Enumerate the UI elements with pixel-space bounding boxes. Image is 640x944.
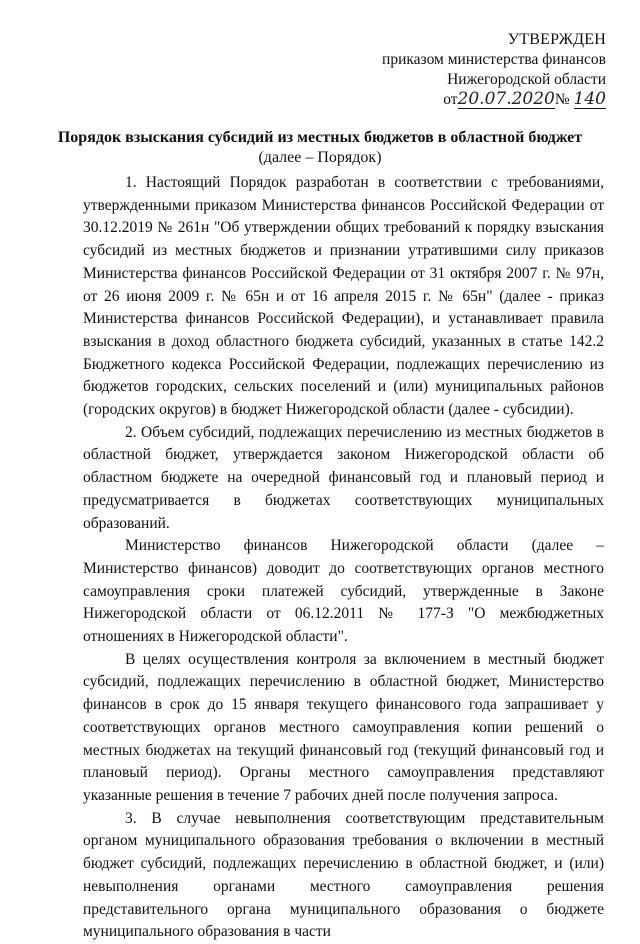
paragraph-1: 1. Настоящий Порядок разработан в соответствии с требованиями, утвержденными приказом Министерства финансов Российской Федерации от 30.12.2019 № 261н "Об утверждении общих требований к порядку взыскания субсидий из местных бюджетов и признании утратившими силу приказов Министерства финансов Российской Федерации от 31 октября 2007 г. № 97н, от 26 июня 2009 г. № 65н и от 16 апреля 2015 г. № 65н" (далее - приказ Министерства финансов Российской Федерации), и устанавливает правила взыскания в доход областного бюджета субсидий, указанных в статье 142.2 Бюджетного кодекса Российской Федерации, подлежащих перечислению из бюджетов городских, сельских поселений и (или) муниципальных районов (городских округов) в бюджет Нижегородской области (далее - субсидии). [83,174,604,419]
approval-line-region: Нижегородской области [447,71,606,88]
approval-number-sign: № [554,91,570,108]
approval-date-prefix: от [443,91,458,108]
approval-stamp [382,30,606,110]
document-subtitle: (далее – Порядок) [258,149,382,166]
document-title: Порядок взыскания субсидий из местных бюджетов в областной бюджет [57,129,583,146]
document-title-block [40,128,600,168]
approval-status: УТВЕРЖДЕН [507,31,606,48]
document-body [83,172,604,944]
paragraph-5: 3. В случае невыполнения соответствующим представительным органом муниципального образования требования о включении в местный бюджет субсидий, подлежащих перечислению в областной бюджет, и (или) невыполнения органами местного самоуправления решения представительного органа муниципального образования о бюджете муниципального образования в части [83,809,604,941]
handwritten-number: 140 [573,89,606,109]
paragraph-2: 2. Объем субсидий, подлежащих перечислению из местных бюджетов в областной бюджет, утверждается законом Нижегородской области об областном бюджете на очередной финансовый год и плановый период и предусматривается в бюджетах соответствующих муниципальных образований. [83,423,604,532]
approval-line-order: приказом министерства финансов [382,51,606,68]
paragraph-3: Министерство финансов Нижегородской области (далее – Министерство финансов) доводит до соответствующих органов местного самоуправления сроки платежей субсидий, утвержденные в Законе Нижегородской области от 06.12.2011 № 177-З "О межбюджетных отношениях в Нижегородской области". [83,537,604,646]
handwritten-date: 20.07.2020 [457,89,555,109]
paragraph-4: В целях осуществления контроля за включением в местный бюджет субсидий, подлежащих перечислению в областной бюджет, Министерство финансов в срок до 15 января текущего финансового года запрашивает у соответствующих органов местного самоуправления копии решений о местных бюджетах на текущий финансовый год (текущий финансовый год и плановый период). Органы местного самоуправления представляют указанные решения в течение 7 рабочих дней после получения запроса. [83,650,604,804]
approval-date-line [382,90,606,110]
